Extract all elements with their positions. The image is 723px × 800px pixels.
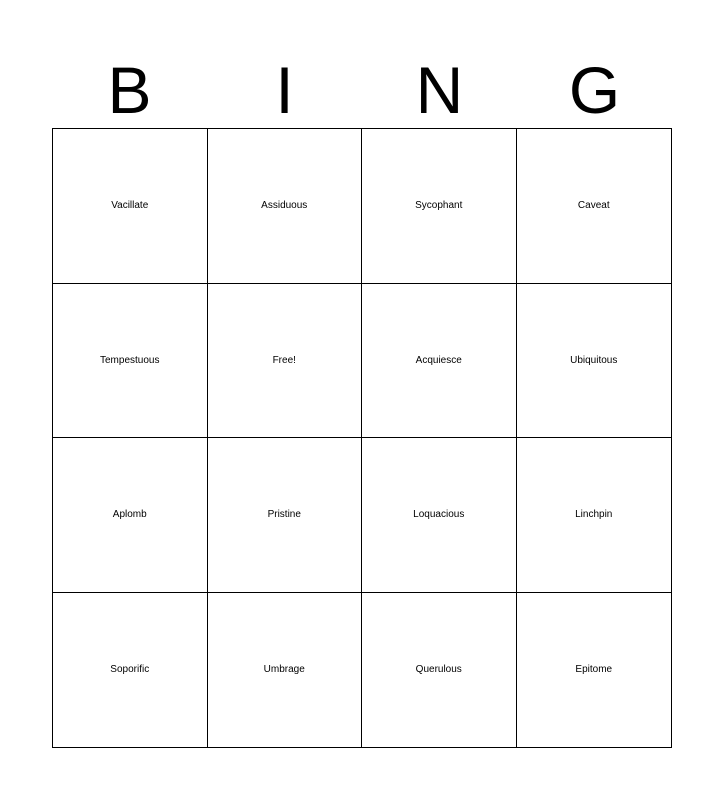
bingo-header: [52, 52, 672, 128]
header-letter-i: I: [275, 53, 294, 127]
bingo-cell[interactable]: Acquiesce: [362, 284, 517, 439]
bingo-cell[interactable]: Epitome: [575, 664, 613, 676]
bingo-cell[interactable]: Ubiquitous: [517, 284, 672, 439]
free-space-cell[interactable]: Free!: [208, 284, 363, 439]
header-letter-b: B: [107, 53, 152, 127]
bingo-cell[interactable]: Vacillate: [53, 129, 208, 284]
header-letter-n: N: [415, 53, 464, 127]
bingo-cell[interactable]: Tempestuous: [53, 284, 208, 439]
bingo-cell[interactable]: Pristine: [208, 438, 363, 593]
header-letter-g: G: [568, 53, 621, 127]
bingo-cell[interactable]: Sycophant: [362, 129, 517, 284]
bingo-cell[interactable]: Assiduous: [208, 129, 363, 284]
bingo-cell[interactable]: Caveat: [517, 129, 672, 284]
bingo-cell[interactable]: Aplomb: [53, 438, 208, 593]
bingo-board: [52, 128, 672, 748]
bingo-cell[interactable]: Loquacious: [362, 438, 517, 593]
bingo-cell[interactable]: Querulous: [362, 593, 517, 748]
bingo-cell[interactable]: Linchpin: [517, 438, 672, 593]
bingo-cell[interactable]: Soporific: [53, 593, 208, 748]
bingo-cell[interactable]: Umbrage: [208, 593, 363, 748]
